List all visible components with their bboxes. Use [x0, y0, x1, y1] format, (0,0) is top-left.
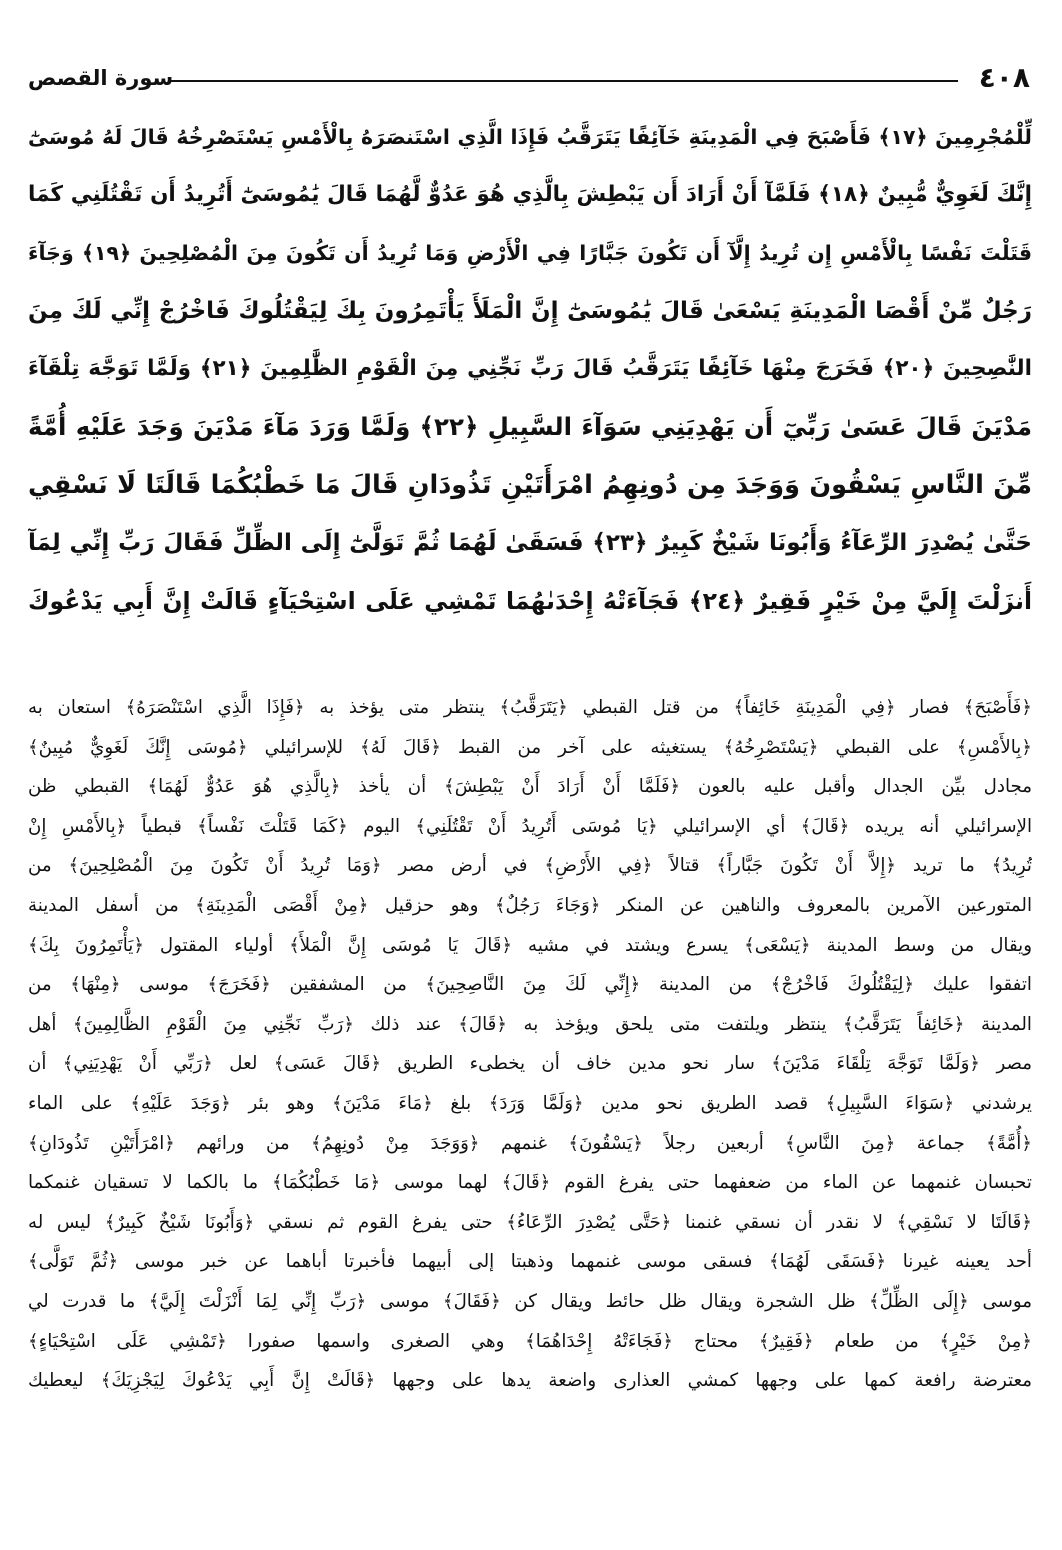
quran-line: رَجُلٌ مِّنْ أَقْصَا الْمَدِينَةِ يَسْعَىٰ قَالَ يَٰمُوسَىٰٓ إِنَّ الْمَلَأَ يَأْتَمِرُونَ بِكَ لِيَقْتُلُوكَ فَاخْرُجْ إِنِّي لَكَ مِنَ	[28, 298, 1032, 324]
tafsir-line: اتفقوا عليك ﴿لِيَقْتُلُوكَ فَاخْرُجْ﴾ من المدينة ﴿إِنِّي لَكَ مِنَ النَّاصِحِينَ﴾ من المشفقين ﴿فَخَرَجَ﴾ موسى ﴿مِنْهَا﴾ من	[28, 974, 1032, 996]
tafsir-line: مجادل بيِّن الجدال وأقبل عليه بالعون ﴿فَلَمَّا أَنْ أَرَادَ أَنْ يَبْطِشَ﴾ أن يأخذ ﴿بِالَّذِي هُوَ عَدُوٌّ لَهُمَا﴾ القبطي ظن	[28, 776, 1032, 798]
tafsir-line: المتورعين الآمرين بالمعروف والناهين عن المنكر ﴿وَجَاءَ رَجُلٌ﴾ وهو حزقيل ﴿مِنْ أَقْصَى الْمَدِينَةِ﴾ من أسفل المدينة	[28, 894, 1032, 916]
tafsir-line: ﴿بِالأَمْسِ﴾ على القبطي ﴿يَسْتَصْرِخُهُ﴾ يستغيثه على آخر من القبط ﴿قَالَ لَهُ﴾ للإسرائيلي ﴿مُوسَى إِنَّكَ لَغَوِيٌّ مُبِينٌ﴾	[28, 736, 1032, 758]
tafsir-line: مصر ﴿وَلَمَّا تَوَجَّهَ تِلْقَاءَ مَدْيَنَ﴾ سار نحو مدين خاف أن يخطىء الطريق ﴿قَالَ عَسَى﴾ لعل ﴿رَبِّي أَنْ يَهْدِيَنِي﴾ أن	[28, 1053, 1032, 1075]
quran-line: حَتَّىٰ يُصْدِرَ الرِّعَآءُ وَأَبُونَا شَيْخٌ كَبِيرٌ ﴿٢٣﴾ فَسَقَىٰ لَهُمَا ثُمَّ تَوَلَّىٰٓ إِلَى الظِّلِّ فَقَالَ رَبِّ إِنِّي لِمَآ	[28, 530, 1032, 556]
tafsir-line: أحد يعينه غيرنا ﴿فَسَقَى لَهُمَا﴾ فسقى موسى غنمهما وذهبتا إلى أبيهما فأخبرتا أباهما عن خبر موسى ﴿ثُمَّ تَوَلَّى﴾	[28, 1251, 1032, 1273]
tafsir-line: ﴿أُمَّةً﴾ جماعة ﴿مِنَ النَّاسِ﴾ أربعين رجلاً ﴿يَسْقُونَ﴾ غنمهم ﴿وَوَجَدَ مِنْ دُونِهِمُ﴾ من ورائهم ﴿امْرَأَتَيْنِ تَذُودَانِ﴾	[28, 1132, 1032, 1154]
quran-line: لِّلْمُجْرِمِينَ ﴿١٧﴾ فَأَصْبَحَ فِي الْمَدِينَةِ خَآئِفًا يَتَرَقَّبُ فَإِذَا الَّذِي اسْتَنصَرَهُ بِالْأَمْسِ يَسْتَصْرِخُهُ قَالَ لَهُ مُوسَىٰٓ	[28, 125, 1032, 149]
tafsir-line: ﴿فَأَصْبَحَ﴾ فصار ﴿فِي الْمَدِينَةِ خَائِفاً﴾ من قتل القبطي ﴿يَتَرَقَّبُ﴾ ينتظر متى يؤخذ به ﴿فَإِذَا الَّذِي اسْتَنْصَرَهُ﴾ استعان به	[28, 697, 1032, 718]
quran-text-block	[28, 108, 1032, 630]
tafsir-line: المدينة ﴿خَائِفاً يَتَرَقَّبُ﴾ ينتظر ويلتفت متى يلحق ويؤخذ به ﴿قَالَ﴾ عند ذلك ﴿رَبِّ نَجِّنِي مِنَ الْقَوْمِ الظَّالِمِينَ﴾ أهل	[28, 1013, 1032, 1035]
quran-line: إِنَّكَ لَغَوِيٌّ مُّبِينٌ ﴿١٨﴾ فَلَمَّآ أَنْ أَرَادَ أَن يَبْطِشَ بِالَّذِي هُوَ عَدُوٌّ لَّهُمَا قَالَ يَٰمُوسَىٰٓ أَتُرِيدُ أَن تَقْتُلَنِي كَمَا	[28, 182, 1032, 207]
page-header	[28, 62, 1030, 98]
tafsir-line: تحبسان غنمهما عن الماء من ضعفهما حتى يفرغ القوم ﴿قَالَ﴾ لهما موسى ﴿مَا خَطْبُكُمَا﴾ ما بالكما لا تسقيان غنمكما	[28, 1172, 1032, 1194]
tafsir-text-block	[28, 688, 1032, 1401]
tafsir-line: معترضة رافعة كمها على وجهها كمشي العذارى واضعة يدها على وجهها ﴿قَالَتْ إِنَّ أَبِي يَدْعُوكَ لِيَجْزِيَكَ﴾ ليعطيك	[28, 1370, 1032, 1392]
page-number: ٤٠٨	[978, 61, 1030, 94]
tafsir-line: ﴿مِنْ خَيْرٍ﴾ من طعام ﴿فَقِيرٌ﴾ محتاج ﴿فَجَاءَتْهُ إِحْدَاهُمَا﴾ وهي الصغرى واسمها صفورا ﴿تَمْشِي عَلَى اسْتِحْيَاءٍ﴾	[28, 1330, 1032, 1352]
tafsir-line: يرشدني ﴿سَوَاءَ السَّبِيلِ﴾ قصد الطريق نحو مدين ﴿وَلَمَّا وَرَدَ﴾ بلغ ﴿مَاءَ مَدْيَنَ﴾ وهو بئر ﴿وَجَدَ عَلَيْهِ﴾ على الماء	[28, 1092, 1032, 1114]
surah-name: سورة القصص	[28, 66, 174, 90]
quran-line: مَدْيَنَ قَالَ عَسَىٰ رَبِّيٓ أَن يَهْدِيَنِي سَوَآءَ السَّبِيلِ ﴿٢٢﴾ وَلَمَّا وَرَدَ مَآءَ مَدْيَنَ وَجَدَ عَلَيْهِ أُمَّةً	[28, 412, 1032, 441]
tafsir-line: ﴿قَالَتَا لا نَسْقِي﴾ لا نقدر أن نسقي غنمنا ﴿حَتَّى يُصْدِرَ الرِّعَاءُ﴾ حتى يفرغ القوم ثم نسقي ﴿وَأَبُونَا شَيْخٌ كَبِيرٌ﴾ ليس له	[28, 1211, 1032, 1233]
quran-line: قَتَلْتَ نَفْسًا بِالْأَمْسِ إِن تُرِيدُ إِلَّآ أَن تَكُونَ جَبَّارًا فِي الْأَرْضِ وَمَا تُرِيدُ أَن تَكُونَ مِنَ الْمُصْلِحِينَ ﴿١٩﴾ وَجَآءَ	[28, 241, 1032, 265]
tafsir-line: ويقال من وسط المدينة ﴿يَسْعَى﴾ يسرع ويشتد في مشيه ﴿قَالَ يَا مُوسَى إِنَّ الْمَلأَ﴾ أولياء المقتول ﴿يَأْتَمِرُونَ بِكَ﴾	[28, 934, 1032, 956]
quran-line: مِّنَ النَّاسِ يَسْقُونَ وَوَجَدَ مِن دُونِهِمُ امْرَأَتَيْنِ تَذُودَانِ قَالَ مَا خَطْبُكُمَا قَالَتَا لَا نَسْقِي	[28, 470, 1032, 500]
quran-line: النَّٰصِحِينَ ﴿٢٠﴾ فَخَرَجَ مِنْهَا خَآئِفًا يَتَرَقَّبُ قَالَ رَبِّ نَجِّنِي مِنَ الْقَوْمِ الظَّٰلِمِينَ ﴿٢١﴾ وَلَمَّا تَوَجَّهَ تِلْقَآءَ	[28, 356, 1032, 381]
quran-line: أَنزَلْتَ إِلَيَّ مِنْ خَيْرٍ فَقِيرٌ ﴿٢٤﴾ فَجَآءَتْهُ إِحْدَىٰهُمَا تَمْشِي عَلَى اسْتِحْيَآءٍ قَالَتْ إِنَّ أَبِي يَدْعُوكَ	[28, 587, 1032, 615]
tafsir-line: تُرِيدُ﴾ ما تريد ﴿إِلاَّ أَنْ تَكُونَ جَبَّاراً﴾ قتالاً ﴿فِي الأَرْضِ﴾ في أرض مصر ﴿وَمَا تُرِيدُ أَنْ تَكُونَ مِنَ الْمُصْلِحِينَ﴾ من	[28, 855, 1032, 877]
header-rule	[168, 80, 958, 82]
tafsir-line: الإسرائيلي أنه يريده ﴿قَالَ﴾ أي الإسرائيلي ﴿يَا مُوسَى أَتُرِيدُ أَنْ تَقْتُلَنِي﴾ اليوم ﴿كَمَا قَتَلْتَ نَفْساً﴾ قبطياً ﴿بِالأَمْسِ إِنْ	[28, 815, 1032, 837]
tafsir-line: موسى ﴿إِلَى الظِّلِّ﴾ ظل الشجرة ويقال ظل حائط ويقال كن ﴿فَقَالَ﴾ موسى ﴿رَبِّ إِنِّي لِمَا أَنْزَلْتَ إِلَيَّ﴾ ما قدرت لي	[28, 1290, 1032, 1312]
